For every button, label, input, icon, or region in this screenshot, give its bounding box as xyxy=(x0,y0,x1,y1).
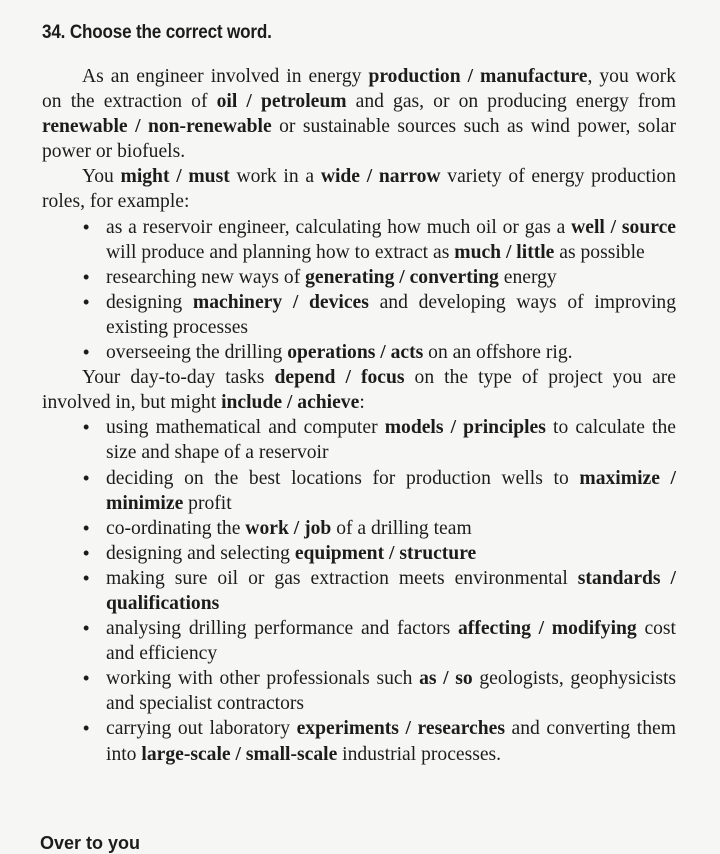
paragraph-3 xyxy=(42,365,676,415)
text: industrial processes. xyxy=(337,743,502,765)
text: designing and selecting xyxy=(106,542,295,564)
text: work in a xyxy=(229,166,321,188)
text: will produce and planning how to extract as xyxy=(106,241,455,263)
exercise-title: Choose the correct word. xyxy=(69,22,272,43)
text: working with other professionals such xyxy=(106,668,420,690)
text: : xyxy=(359,392,365,414)
text: energy xyxy=(498,266,557,288)
text: on the type of project you are involved in, but might xyxy=(42,367,677,414)
text: designing xyxy=(106,291,193,313)
roles-list xyxy=(42,215,676,366)
text: As an engineer involved in energy xyxy=(82,66,369,87)
choice: much / little xyxy=(454,241,555,263)
text: variety of energy production roles, for example: xyxy=(42,166,676,213)
choice: might / must xyxy=(120,166,230,188)
choice: depend / focus xyxy=(274,367,405,389)
choice: large-scale / small-scale xyxy=(141,743,338,765)
choice: operations / acts xyxy=(287,342,424,364)
list-item xyxy=(106,215,676,265)
choice: machinery / devices xyxy=(192,291,369,313)
text: analysing drilling performance and factors xyxy=(106,618,458,640)
list-item xyxy=(106,566,676,616)
text: as a reservoir engineer, calculating how much oil or gas a xyxy=(106,216,572,238)
text: cost and efficiency xyxy=(106,618,677,665)
text: , you work on the extraction of xyxy=(42,66,676,113)
text: Your day-to-day tasks xyxy=(82,367,275,389)
choice: wide / narrow xyxy=(320,166,441,188)
text: and developing ways of improving existing processes xyxy=(106,291,677,338)
choice: models / principles xyxy=(384,417,546,439)
exercise-heading xyxy=(42,22,272,44)
choice: well / source xyxy=(571,216,676,238)
list-item xyxy=(106,516,676,541)
text: and gas, or on producing energy from xyxy=(346,91,676,113)
paragraph-1 xyxy=(42,64,676,164)
text: researching new ways of xyxy=(106,266,306,288)
exercise-text xyxy=(42,64,676,767)
choice: affecting / modifying xyxy=(458,618,637,640)
choice: production / manufacture xyxy=(368,66,588,87)
choice: equipment / structure xyxy=(294,542,477,564)
text: using mathematical and computer xyxy=(106,417,385,439)
list-item xyxy=(106,265,676,290)
choice: standards / qualifications xyxy=(106,567,676,614)
exercise-number: 34. xyxy=(42,22,66,43)
text: deciding on the best locations for production wells to xyxy=(106,467,580,489)
choice: oil / petroleum xyxy=(216,91,347,113)
text: on an offshore rig. xyxy=(423,342,573,364)
text: to calculate the size and shape of a reservoir xyxy=(106,417,676,464)
choice: work / job xyxy=(245,517,332,539)
text: profit xyxy=(183,492,232,514)
text: overseeing the drilling xyxy=(106,342,288,364)
text: and converting them into xyxy=(106,718,676,765)
next-section-heading: Over to you xyxy=(40,833,141,853)
choice: generating / converting xyxy=(305,266,499,288)
text: co-ordinating the xyxy=(106,517,246,539)
text: You xyxy=(82,166,121,188)
list-item xyxy=(106,340,676,365)
choice: include / achieve xyxy=(221,392,360,414)
list-item xyxy=(106,716,676,766)
choice: experiments / researches xyxy=(296,718,505,740)
choice: renewable / non-renewable xyxy=(42,116,272,138)
text: of a drilling team xyxy=(331,517,472,539)
paragraph-2 xyxy=(42,164,676,214)
text: geologists, geophysicists and specialist contractors xyxy=(106,668,677,715)
text: making sure oil or gas extraction meets environmental xyxy=(106,567,578,589)
choice: maximize / minimize xyxy=(106,467,676,514)
list-item xyxy=(106,466,676,516)
list-item xyxy=(106,616,676,666)
list-item xyxy=(106,541,676,566)
list-item xyxy=(106,290,676,340)
list-item xyxy=(106,415,676,465)
list-item xyxy=(106,666,676,716)
text: as possible xyxy=(554,241,645,263)
text: carrying out laboratory xyxy=(106,718,297,740)
tasks-list xyxy=(42,415,676,766)
choice: as / so xyxy=(419,668,473,690)
text: or sustainable sources such as wind power, solar power or biofuels. xyxy=(42,116,676,163)
